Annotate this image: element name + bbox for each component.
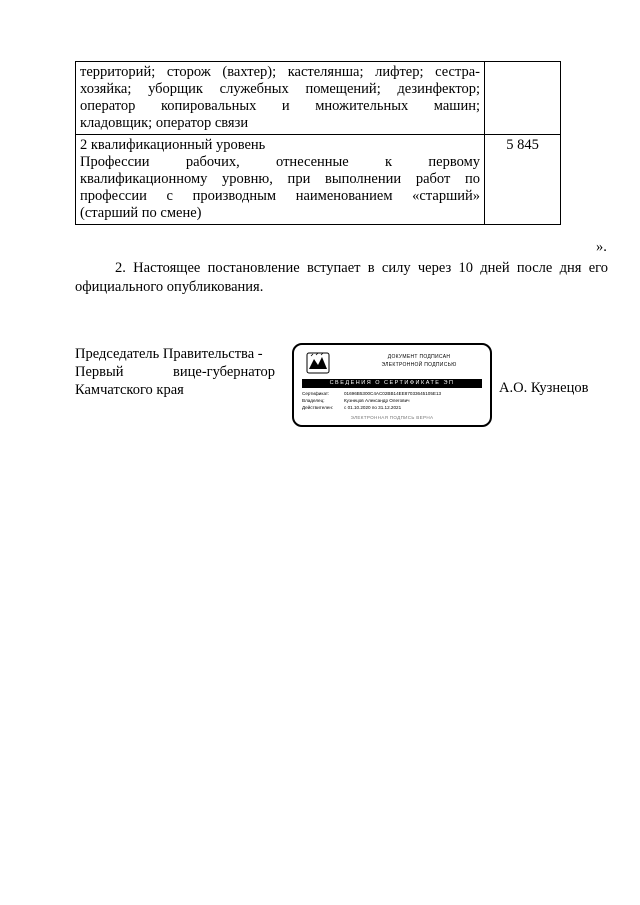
cell-text-line: квалификационному уровню, при выполнении работ по: [80, 171, 480, 187]
salary-cell: [485, 62, 561, 135]
resolution-paragraph: [75, 259, 608, 297]
owner-row: [302, 398, 410, 404]
validity-row: [302, 405, 401, 411]
validity-label: Действителен:: [302, 405, 334, 410]
electronic-signature-stamp: [292, 343, 492, 427]
signer-title-line: Первый вице-губернатор: [75, 364, 275, 380]
signer-title: [75, 345, 275, 399]
closing-quote: ».: [596, 239, 607, 255]
stamp-header: ЭЛЕКТРОННОЙ ПОДПИСЬЮ: [381, 362, 457, 368]
owner-value: Кузнецов Александр Олегович: [344, 398, 410, 403]
profession-cell: [76, 62, 485, 135]
certificate-value: 01696B5300C4AC02BB14EE87033645105E13: [344, 391, 442, 396]
profession-cell: [76, 135, 485, 225]
cell-text-line: профессии с производным наименованием «старший»: [80, 188, 480, 204]
cell-text-line: оператор копировальных и множительных машин;: [80, 98, 480, 114]
signature-valid-note: ЭЛЕКТРОННАЯ ПОДПИСЬ ВЕРНА: [350, 415, 434, 420]
signer-title-line: Председатель Правительства -: [75, 346, 263, 362]
certificate-info-bar: СВЕДЕНИЯ О СЕРТИФИКАТЕ ЭП: [302, 379, 482, 388]
certificate-row: [302, 391, 441, 397]
signer-title-line: Камчатского края: [75, 382, 184, 398]
cell-text-line: территорий; сторож (вахтер); кастелянша; лифтер; сестра-: [80, 64, 480, 80]
cell-text-line: (старший по смене): [80, 205, 202, 221]
validity-value: с 01.10.2020 по 31.12.2021: [344, 405, 402, 410]
stamp-header: ДОКУМЕНТ ПОДПИСАН: [387, 354, 451, 360]
table-row: [76, 135, 561, 225]
cell-text-line: кладовщик; оператор связи: [80, 115, 249, 131]
cell-text-line: Профессии рабочих, отнесенные к первому: [80, 154, 480, 170]
salary-table: [75, 61, 561, 225]
paragraph-line: 2. Настоящее постановление вступает в силу через 10 дней после дня его: [115, 260, 608, 276]
owner-label: Владелец:: [302, 398, 325, 403]
table-row: [76, 62, 561, 135]
qualification-level-heading: 2 квалификационный уровень: [80, 137, 266, 153]
paragraph-line: официального опубликования.: [75, 279, 264, 295]
coat-of-arms-icon: [304, 351, 332, 375]
certificate-label: Сертификат:: [302, 391, 330, 396]
salary-cell: 5 845: [485, 135, 561, 225]
signer-name: А.О. Кузнецов: [499, 380, 589, 396]
cell-text-line: хозяйка; уборщик служебных помещений; дезинфектор;: [80, 81, 480, 97]
